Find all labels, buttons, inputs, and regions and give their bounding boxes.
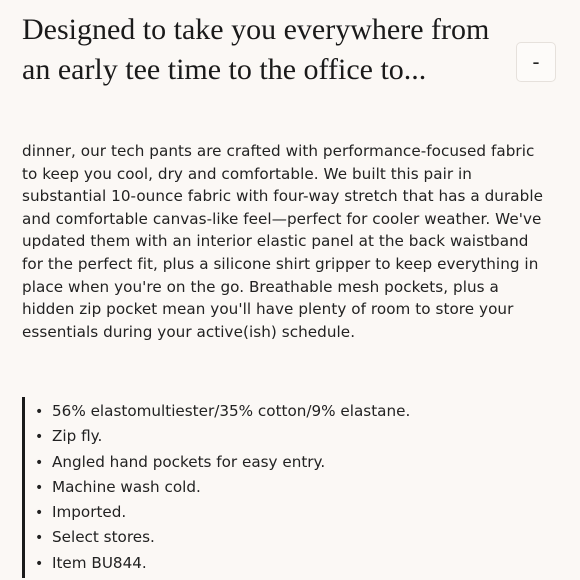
feature-item <box>35 450 522 475</box>
feature-text: Zip fly. <box>52 427 103 446</box>
collapse-button[interactable]: - <box>516 42 556 82</box>
feature-text: Item BU844. <box>52 553 147 572</box>
bullet-icon: • <box>35 429 44 446</box>
feature-list-container <box>22 397 522 578</box>
section-heading: Designed to take you everywhere from an early tee time to the office to... <box>22 13 490 86</box>
bullet-icon: • <box>35 404 44 420</box>
feature-text: 56% elastomultiester/35% cotton/9% elastane. <box>52 402 411 420</box>
feature-text: Imported. <box>52 503 127 522</box>
feature-item <box>35 551 522 576</box>
feature-text: Angled hand pockets for easy entry. <box>52 452 326 471</box>
bullet-icon: • <box>35 530 44 547</box>
feature-text: Machine wash cold. <box>52 477 201 496</box>
feature-item <box>35 475 522 500</box>
feature-item <box>35 500 522 525</box>
bullet-icon: • <box>35 505 44 522</box>
feature-item <box>35 525 522 550</box>
feature-list <box>35 399 522 576</box>
feature-item <box>35 424 522 449</box>
feature-text: Select stores. <box>52 528 155 547</box>
feature-item <box>35 399 522 424</box>
bullet-icon: • <box>35 555 44 572</box>
bullet-icon: • <box>35 454 44 471</box>
bullet-icon: • <box>35 479 44 496</box>
product-description: dinner, our tech pants are crafted with performance-focused fabric to keep you cool, dry and comfortable. We built this pair in substantial 10-ounce fabric with four-way stretch that has a durable and comfortable canvas-like feel—perfect for cooler weather. We've updated them with an interior elastic panel at the back waistband for the perfect fit, plus a silicone shirt gripper to keep everything in place when you're on the go. Breathable mesh pockets, plus a hidden zip pocket mean you'll have plenty of room to store your essentials during your active(ish) schedule. <box>22 142 543 341</box>
